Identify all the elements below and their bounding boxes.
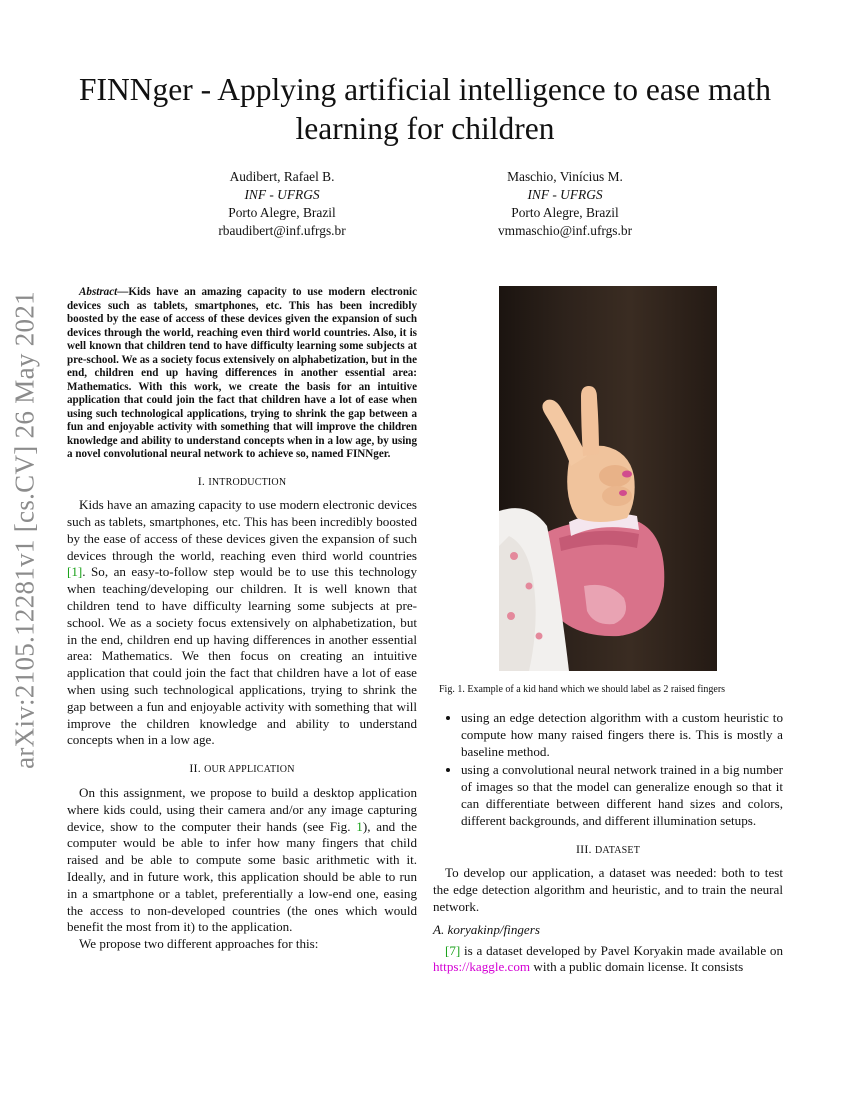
arxiv-sidebar xyxy=(2,280,48,780)
abstract xyxy=(67,286,417,462)
section-heading-our-application: II. OUR APPLICATION xyxy=(189,761,295,776)
author-location: Porto Alegre, Brazil xyxy=(511,205,619,220)
paper-title: FINNger - Applying artificial intelligence to ease math learning for children xyxy=(79,72,771,146)
author-block xyxy=(152,168,412,240)
kaggle-link[interactable]: https://kaggle.com xyxy=(433,959,531,975)
author-email: vmmaschio@inf.ufrgs.br xyxy=(497,223,633,238)
figure-reference-link[interactable]: 1 xyxy=(356,818,363,834)
author-location: Porto Alegre, Brazil xyxy=(228,205,336,220)
author-name: Audibert, Rafael B. xyxy=(229,169,335,184)
section-heading-dataset: III. DATASET xyxy=(575,841,641,856)
author-block xyxy=(435,168,695,240)
introduction-paragraph: Kids have an amazing capacity to use modern electronic devices such as tablets, smartphones, etc. This has been incredibly boosted by the ease of access of these devices given the expansion of such devices through the world, reaching even third world countries [1]. So, an easy-to-follow step would be to use this technology when teaching/developing our children. It is well known that children tend to have difficulty learning some subjects at pre-school. We as a society focus extensively on alphabetization, but in the end, children end up having differences in another essential area: Mathematics. We then focus on creating an intuitive application that could join the fact that children have a lot of ease when using such technological applications, trying to shrink the gap between a fun and enjoyable activity with something that will improve the children knowledge and ability to understand concepts when in a low age. xyxy=(67,497,417,748)
approaches-paragraph: We propose two different approaches for this: xyxy=(79,936,319,952)
left-column xyxy=(67,286,417,953)
citation-link[interactable]: [1] xyxy=(67,564,83,580)
figure-kid-hand-photo xyxy=(499,286,717,671)
kid-hand-illustration xyxy=(499,286,717,671)
approach-list xyxy=(433,710,783,830)
abstract-text: —Kids have an amazing capacity to use modern electronic devices such as tablets, smartphones, etc. This has been incredibly boosted by the ease of access of these devices given the expansion of such devices through the world, reaching even third world countries. Also, it is well known that children tend to have difficulty learning some subjects at pre-school. We as a society focus extensively on alphabetization, but in the end, children end up having differences in another essential area: Mathematics. With this work, we create the basis for an intuitive application that could join the fact that children have a lot of ease when using such technological applications, trying to shrink the gap between a fun and enjoyable activity with something that will improve the children knowledge and ability to understand concepts when in a low age, by using a novel convolutional neural network to achieve so, named FINNger. xyxy=(67,286,417,460)
section-heading-introduction: I. INTRODUCTION xyxy=(197,473,287,488)
abstract-label: Abstract xyxy=(79,286,118,298)
author-affiliation: INF - UFRGS xyxy=(527,187,603,202)
list-item: • using a convolutional neural network trained in a big number of images so that the model can generalize enough so that it can differentiate between different hand sizes and colors, different backgrounds, and different illumination setups. xyxy=(461,762,783,829)
figure-caption: Fig. 1. Example of a kid hand which we should label as 2 raised fingers xyxy=(439,684,726,695)
subsection-heading: A. koryakinp/fingers xyxy=(433,921,540,937)
koryakinp-paragraph: [7] is a dataset developed by Pavel Koryakin made available on https://kaggle.com with a public domain license. It consists xyxy=(433,942,783,975)
dataset-paragraph: To develop our application, a dataset was needed: both to test the edge detection algorithm and heuristic, and to train the neural network. xyxy=(433,865,783,914)
citation-link[interactable]: [7] xyxy=(445,942,461,958)
arxiv-identifier: arXiv:2105.12281v1 [cs.CV] 26 May 2021 xyxy=(9,291,40,769)
author-name: Maschio, Vinícius M. xyxy=(507,169,623,184)
author-affiliation: INF - UFRGS xyxy=(244,187,320,202)
list-item: • using an edge detection algorithm with a custom heuristic to compute how many raised fingers there is. This is mostly a baseline method. xyxy=(461,710,783,760)
application-paragraph: On this assignment, we propose to build a desktop application where kids could, using their camera and/or any image capturing device, show to the computer their hands (see Fig. 1), and the computer would be able to infer how many fingers that child raised and be able to compute some basic arithmetic with it. Ideally, and in future work, this application should be able to run in a smartphone or a tablet, preferentially a low-end one, easing the access to non-developed countries (the ones which would benefit the most from it) to the application. xyxy=(67,785,417,935)
right-column xyxy=(433,286,783,976)
author-email: rbaudibert@inf.ufrgs.br xyxy=(218,223,346,238)
